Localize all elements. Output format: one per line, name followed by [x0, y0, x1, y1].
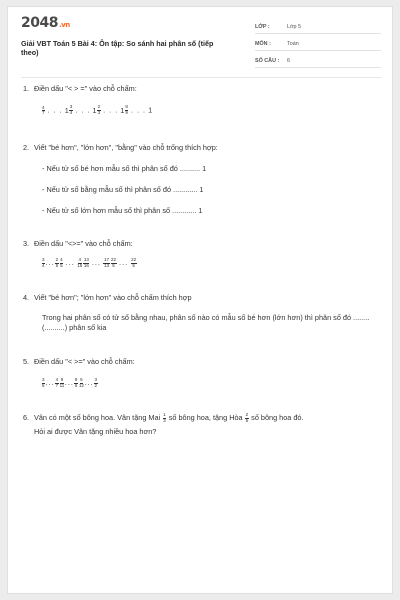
blank-dots: . . . [75, 105, 91, 115]
site-logo[interactable] [21, 15, 70, 31]
question-text: Viết "bé hơn"; "lớn hơn" vào chỗ chấm thích hợp [34, 293, 192, 302]
blank-dots: . . . [130, 105, 147, 115]
meta-row-count [255, 56, 381, 68]
meta-key: SỐ CÂU : [255, 58, 280, 64]
q2-line-1: - Nếu tử số bé hơn mẫu số thì phân số đó .......... 1 [42, 164, 207, 173]
q5-expression: $\frac{3}{5}$ ... $\frac{4}{7}$ $\frac{9}{11}$ ... $\frac{9}{6}$ $\frac{5}{12}$ ... $\frac{3}{2}$ [42, 377, 98, 388]
blank-dots: . . . [103, 105, 119, 115]
number-one: 1 [148, 105, 153, 115]
meta-value: 6 [287, 58, 290, 64]
mixed-number: 1 $\frac{3}{4}$ [64, 104, 73, 115]
document-title: Giải VBT Toán 5 Bài 4: Ôn tập: So sánh hai phân số (tiếp theo) [21, 39, 214, 57]
fraction: $\frac{4}{7}$ [42, 104, 45, 116]
q2-line-2: - Nếu tử số bằng mẫu số thì phân số đó ............ 1 [42, 185, 204, 194]
meta-value: Lớp 5 [287, 24, 302, 30]
question-number: 1. [23, 84, 30, 93]
question-text: Điền dấu "< >=" vào chỗ chấm: [34, 357, 135, 366]
meta-value: Toán [287, 41, 299, 47]
question-number: 2. [23, 143, 30, 152]
meta-panel [255, 22, 381, 73]
meta-row-class [255, 22, 381, 34]
question-number: 3. [23, 239, 30, 248]
fraction: $\frac{1}{3}$ [163, 412, 166, 423]
q3-expression: $\frac{3}{4}$ ... $\frac{2}{5}$ $\frac{4}{5}$ ... $\frac{4}{15}$ $\frac{13}{16}$ ... $\frac{17}{13}$ $\frac{22}{5}$ ... $\frac{22}{5}$ [42, 257, 137, 268]
question-text: Viết "bé hơn", "lớn hơn", "bằng" vào chỗ trống thích hợp: [34, 143, 218, 152]
document-header [21, 15, 381, 73]
question-text: Vân có một số bông hoa. Vân tặng Mai $\frac{1}{3}$ số bông hoa, tặng Hòa $\frac{2}{5}$ số bông hoa đó. [34, 412, 304, 423]
q2-line-3: - Nếu tử số lớn hơn mẫu số thì phân số ............ 1 [42, 206, 203, 215]
q1-expression [41, 105, 152, 116]
question-number: 4. [23, 293, 30, 302]
question-number: 5. [23, 357, 30, 366]
meta-key: LỚP : [255, 24, 270, 30]
logo-suffix: .vn [58, 21, 70, 29]
question-text: Điền dấu "<>=" vào chỗ chấm: [34, 239, 133, 248]
meta-key: MÔN : [255, 41, 271, 47]
q6-line-2: Hỏi ai được Vân tặng nhiều hoa hơn? [34, 427, 157, 436]
blank-dots: . . . [47, 105, 63, 115]
mixed-number: 1 $\frac{8}{9}$ [120, 104, 128, 115]
question-text: Điền dấu "< > =" vào chỗ chấm: [34, 84, 137, 93]
mixed-number: 1 $\frac{2}{3}$ [92, 104, 101, 115]
logo-text: 2048 [21, 15, 58, 31]
document-page [7, 6, 393, 594]
question-number: 6. [23, 413, 30, 422]
fraction: $\frac{2}{5}$ [245, 412, 249, 423]
header-divider [21, 77, 381, 78]
meta-row-subject [255, 39, 381, 51]
q4-paragraph: Trong hai phân số có tử số bằng nhau, phân số nào có mẫu số bé hơn (lớn hơn) thì phân số đó ........ (..........) phân số kia [42, 313, 370, 332]
